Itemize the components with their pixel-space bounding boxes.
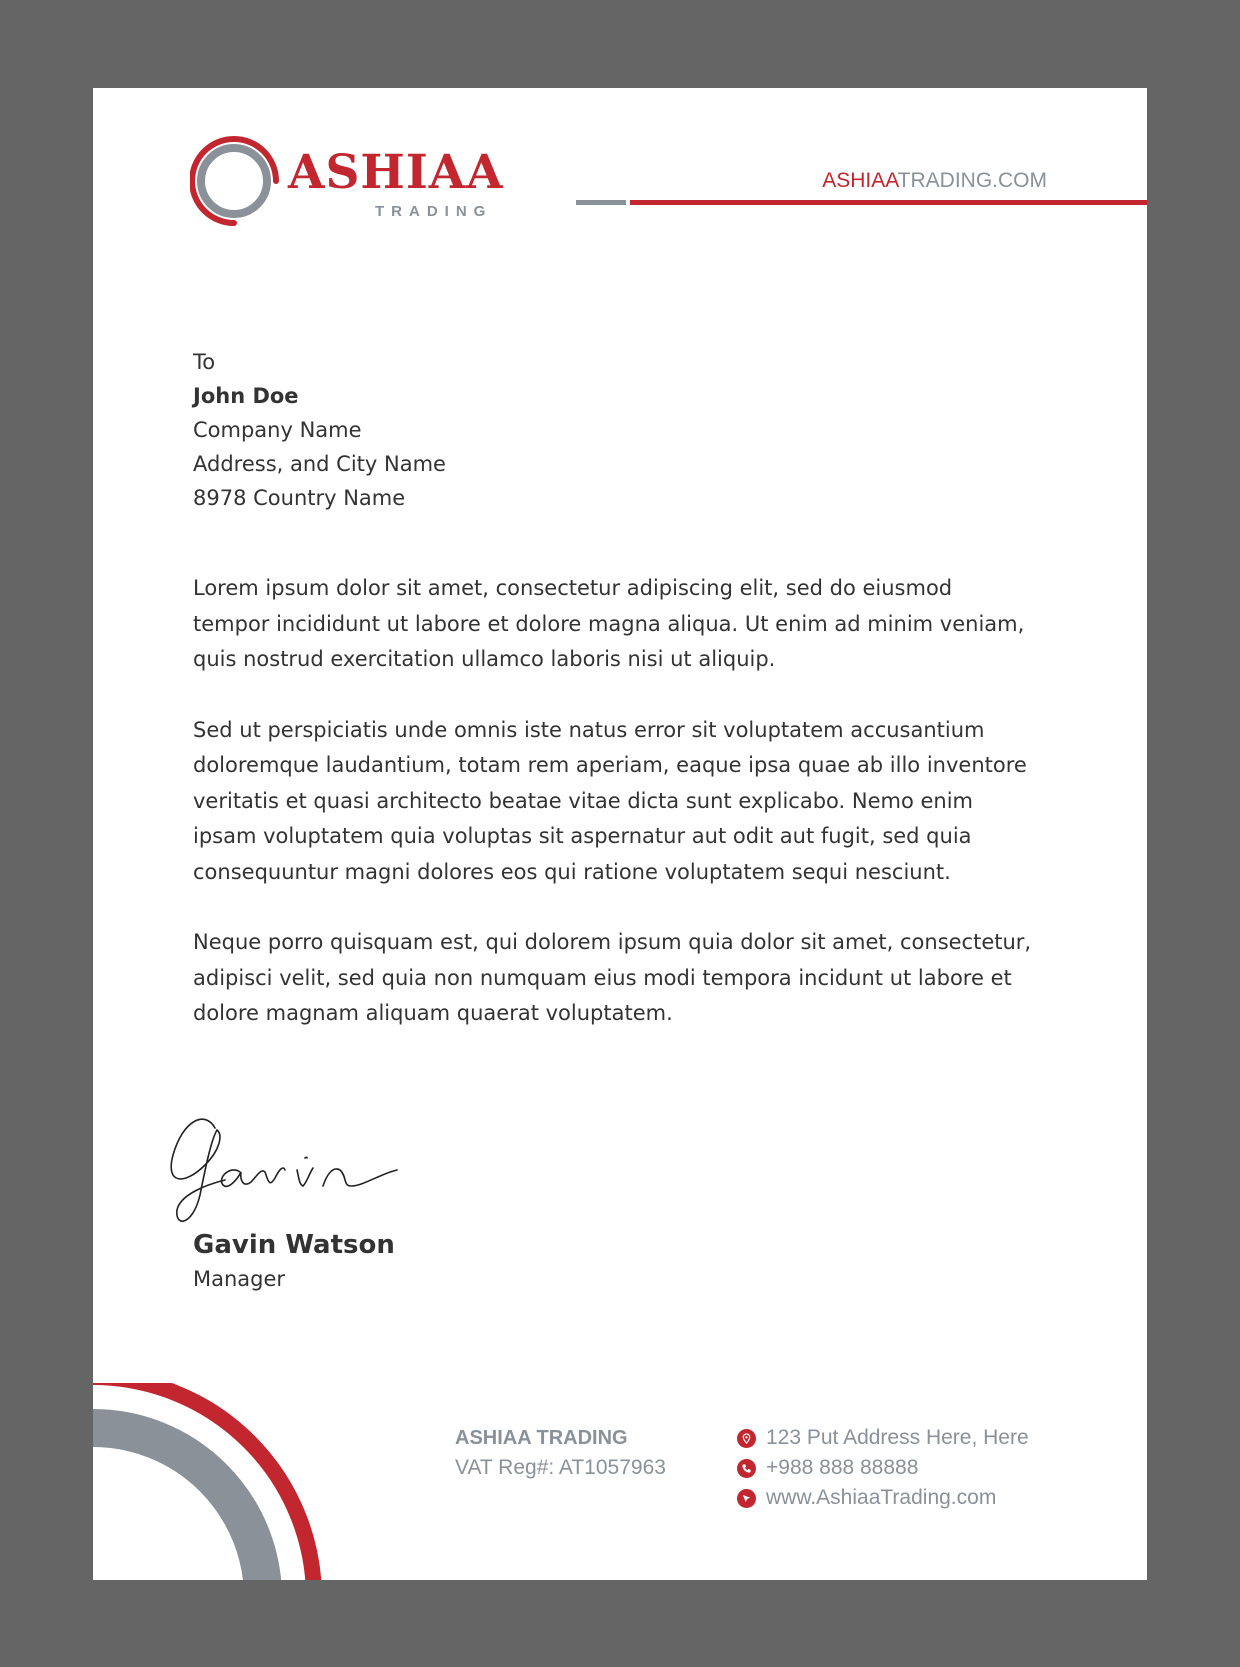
- logo-rings-icon: [190, 135, 290, 235]
- body-paragraph: Neque porro quisquam est, qui dolorem ipsum quia dolor sit amet, consectetur, adipisci velit, sed quia non numquam eius modi tempora incidunt ut labore et dolore magnam aliquam quaerat voluptatem.: [193, 930, 1032, 1025]
- footer-company: [455, 1423, 666, 1483]
- decorative-arcs: [93, 1383, 353, 1580]
- cursor-icon: [737, 1489, 756, 1508]
- letter-body: [193, 571, 1033, 1067]
- header-rule-red: [630, 200, 1147, 205]
- domain-accent: ASHIAA: [822, 169, 898, 192]
- logo-name: ASHIAA: [288, 145, 504, 200]
- header-domain[interactable]: [822, 169, 1047, 193]
- footer-contacts: [737, 1423, 1029, 1513]
- company-logo: [190, 135, 520, 235]
- recipient-company: Company Name: [193, 418, 362, 442]
- handwritten-signature: [165, 1110, 425, 1230]
- signer-name: Gavin Watson: [193, 1230, 395, 1260]
- recipient-address: Address, and City Name: [193, 452, 446, 476]
- body-paragraph: Lorem ipsum dolor sit amet, consectetur adipiscing elit, sed do eiusmod tempor incididunt ut labore et dolore magna aliqua. Ut enim ad minim veniam, quis nostrud exercitation ullamco laboris nisi ut aliquip.: [193, 576, 1025, 671]
- location-pin-icon: [737, 1429, 756, 1448]
- recipient-block: [193, 345, 446, 515]
- body-paragraph: Sed ut perspiciatis unde omnis iste natus error sit voluptatem accusantium doloremque laudantium, totam rem aperiam, eaque ipsa quae ab illo inventore veritatis et quasi architecto beatae vitae dicta sunt explicabo. Nemo enim ipsam voluptatem quia voluptas sit aspernatur aut odit aut fugit, sed quia consequuntur magni dolores eos qui ratione voluptatem sequi nesciunt.: [193, 717, 1027, 884]
- contact-phone-text: +988 888 88888: [766, 1456, 919, 1479]
- salutation: To: [193, 350, 216, 374]
- phone-icon: [737, 1459, 756, 1478]
- letterhead-page: [93, 88, 1147, 1580]
- contact-website-text: www.AshiaaTrading.com: [766, 1486, 997, 1509]
- contact-website[interactable]: [737, 1483, 1029, 1513]
- recipient-name: John Doe: [193, 384, 299, 408]
- contact-address-text: 123 Put Address Here, Here: [766, 1426, 1029, 1449]
- footer-vat: VAT Reg#: AT1057963: [455, 1456, 666, 1479]
- logo-subtitle: TRADING: [375, 203, 493, 220]
- recipient-country: 8978 Country Name: [193, 486, 406, 510]
- contact-address: [737, 1423, 1029, 1453]
- header-rule-gray: [576, 200, 626, 205]
- domain-rest: TRADING.COM: [897, 169, 1047, 192]
- contact-phone[interactable]: [737, 1453, 1029, 1483]
- signer-block: [193, 1228, 395, 1296]
- footer-company-name: ASHIAA TRADING: [455, 1427, 628, 1449]
- signer-title: Manager: [193, 1267, 286, 1291]
